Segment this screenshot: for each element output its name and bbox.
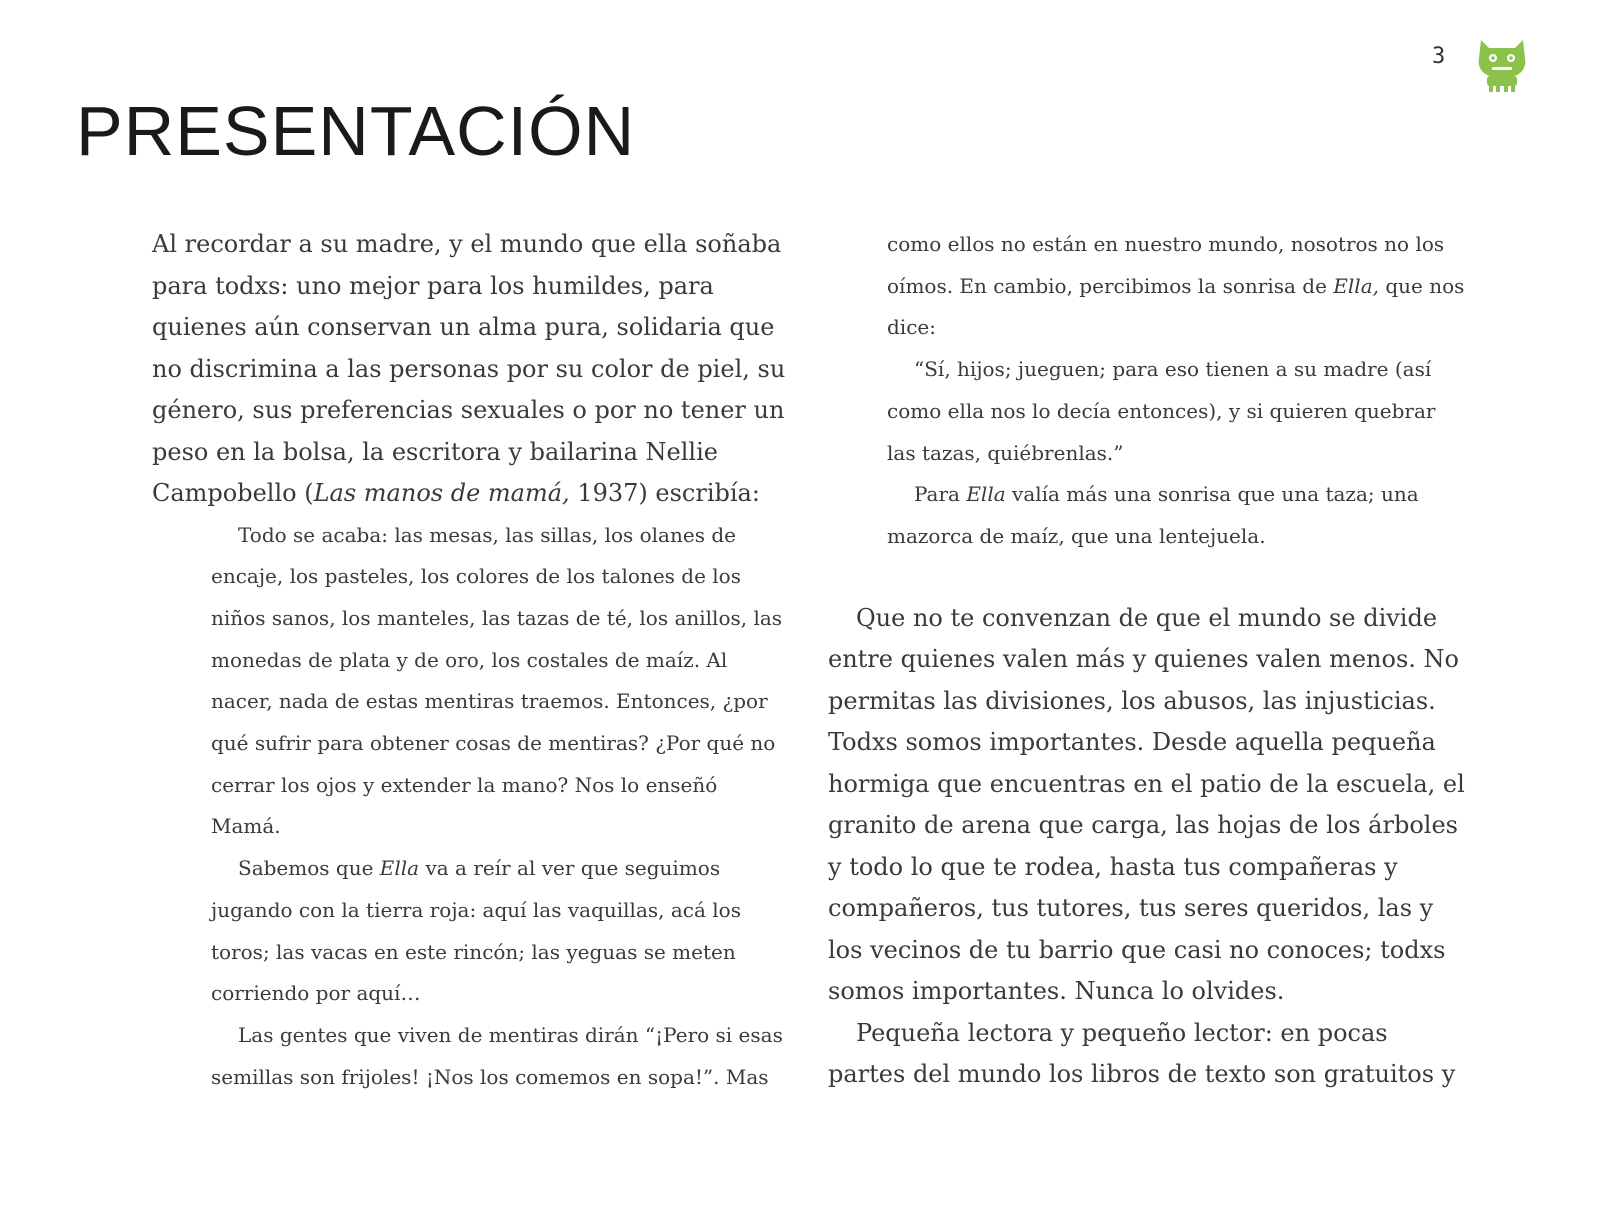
- quote-paragraph: [887, 474, 1468, 557]
- right-column: [828, 224, 1468, 1096]
- green-mascot-icon: [1475, 36, 1529, 92]
- left-column: [152, 224, 792, 1098]
- intro-text-end: 1937) escribía:: [569, 479, 760, 507]
- quote-paragraph: [887, 224, 1468, 349]
- quote-emphasis: Ella: [966, 482, 1006, 507]
- quote-emphasis: Ella: [379, 856, 420, 881]
- book-title: Las manos de mamá,: [313, 479, 570, 507]
- page-title: PRESENTACIÓN: [76, 92, 636, 170]
- quote-text: Sabemos que: [238, 856, 380, 881]
- quote-block: [211, 515, 792, 1099]
- body-paragraph: Pequeña lectora y pequeño lector: en pocas partes del mundo los libros de texto son gratuitos y: [828, 1018, 1456, 1089]
- page-number: 3: [1432, 44, 1446, 69]
- quote-paragraph: “Sí, hijos; jueguen; para eso tienen a su madre (así como ella nos lo decía entonces), y si quieren quebrar las tazas, quiébrenlas.”: [887, 357, 1436, 465]
- quote-paragraph: Las gentes que viven de mentiras dirán “¡Pero si esas semillas son frijoles! ¡Nos los comemos en sopa!”. Mas: [211, 1022, 783, 1089]
- quote-paragraph: Todo se acaba: las mesas, las sillas, los olanes de encaje, los pasteles, los colores de los talones de los niños sanos, los manteles, las tazas de té, los anillos, las monedas de plata y de oro, los costales de maíz. Al nacer, nada de estas mentiras traemos. Entonces, ¿por qué sufrir para obtener cosas de mentiras? ¿Por qué no cerrar los ojos y extender la mano? Nos lo enseñó Mamá.: [211, 522, 783, 839]
- quote-text: Para: [914, 482, 967, 507]
- quote-emphasis: Ella,: [1333, 273, 1379, 298]
- quote-text: que nos dice:: [887, 273, 1465, 340]
- body-paragraph: Que no te convenzan de que el mundo se divide entre quienes valen más y quienes valen menos. No permitas las divisiones, los abusos, las injusticias. Todxs somos importantes. Desde aquella pequeña hormiga que encuentras en el patio de la escuela, el granito de arena que carga, las hojas de los árboles y todo lo que te rodea, hasta tus compañeras y compañeros, tus tutores, tus seres queridos, las y los vecinos de tu barrio que casi no conoces; todxs somos importantes. Nunca lo olvides.: [828, 603, 1465, 1006]
- quote-paragraph: [211, 848, 792, 1015]
- quote-text: como ellos no están en nuestro mundo, nosotros no los oímos. En cambio, percibimos la sonrisa de: [887, 232, 1445, 298]
- quote-text: valía más una sonrisa que una taza; una mazorca de maíz, que una lentejuela.: [887, 482, 1419, 548]
- quote-text: va a reír al ver que seguimos jugando con la tierra roja: aquí las vaquillas, acá los toros; las vacas en este rincón; las yeguas se meten corriendo por aquí…: [211, 856, 741, 1006]
- quote-block-continued: [887, 224, 1468, 558]
- intro-paragraph: [152, 224, 792, 515]
- intro-text: Al recordar a su madre, y el mundo que ella soñaba para todxs: uno mejor para los humildes, para quienes aún conservan un alma pura, solidaria que no discrimina a las personas por su color de piel, su género, sus preferencias sexuales o por no tener un peso en la bolsa, la escritora y bailarina Nellie Campobello (: [152, 230, 786, 507]
